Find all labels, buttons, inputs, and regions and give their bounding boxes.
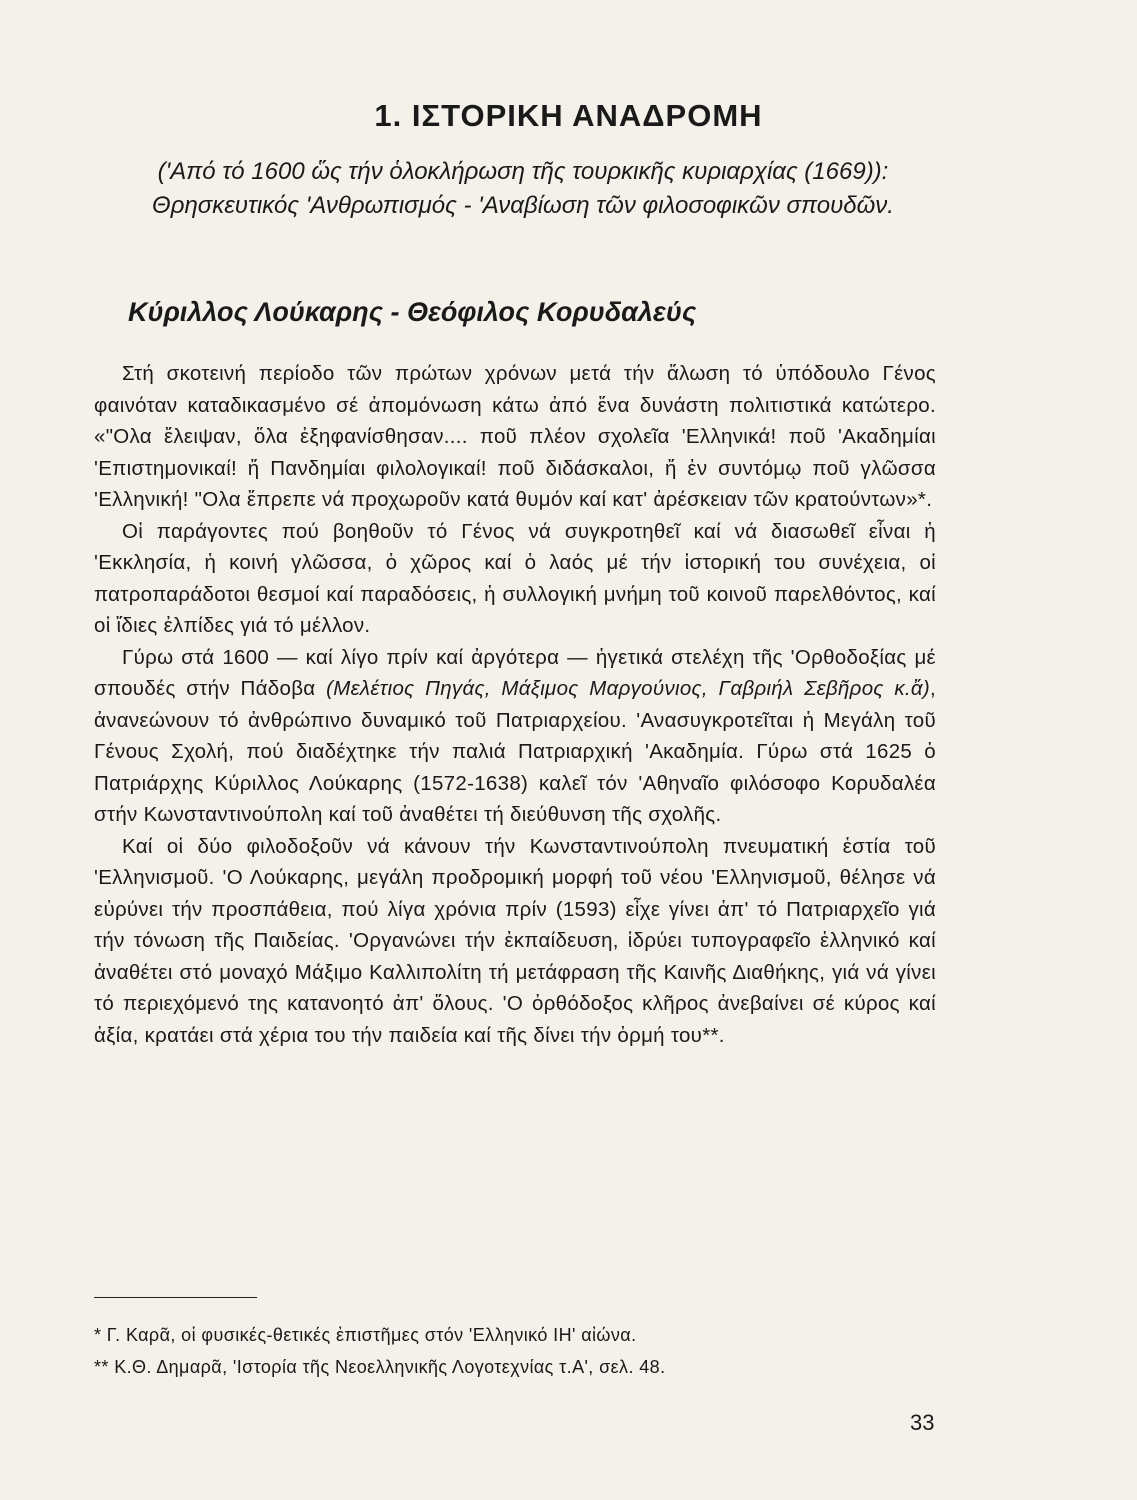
paragraph-3-text-a: Γύρω στά 1600 — καί λίγο πρίν καί ἀργότερα — ἡγετικά στελέχη τῆς 'Ορθοδοξίας μέ σπουδές στήν Πάδοβα [94,645,936,700]
page-number: 33 [910,1410,935,1435]
section-subheading: Κύριλλος Λούκαρης - Θεόφιλος Κορυδαλεύς [128,297,697,327]
footnote-divider [94,1297,257,1298]
paragraph-2: Οἱ παράγοντες πού βοηθοῦν τό Γένος νά συγκροτηθεῖ καί νά διασωθεῖ εἶναι ἡ 'Εκκλησία, ἡ κοινή γλῶσσα, ὁ χῶρος καί ὁ λαός μέ τήν ἱστορική του συνέχεια, οἱ πατροπαράδοτοι θεσμοί καί παραδόσεις, ἡ συλλογική μνήμη τοῦ κοινοῦ παρελθόντος, καί οἱ ἴδιες ἐλπίδες γιά τό μέλλον. [94,519,936,637]
chapter-subtitle: ('Από τό 1600 ὥς τήν ὁλοκλήρωση τῆς τουρκικῆς κυριαρχίας (1669)): Θρησκευτικός 'Ανθρωπισμός - 'Αναβίωση τῶν φιλοσοφικῶν σπουδῶν. [152,158,894,219]
chapter-heading: 1. ΙΣΤΟΡΙΚΗ ΑΝΑΔΡΟΜΗ [374,98,763,133]
paragraph-4: Καί οἱ δύο φιλοδοξοῦν νά κάνουν τήν Κωνσταντινούπολη πνευματική ἑστία τοῦ 'Ελληνισμοῦ. 'Ο Λούκαρης, μεγάλη προδρομική μορφή τοῦ νέου 'Ελληνισμοῦ, θέλησε νά εὐρύνει τήν προσπάθεια, πού λίγα χρόνια πρίν (1593) εἶχε γίνει ἀπ' τό Πατριαρχεῖο γιά τήν τόνωση τῆς Παιδείας. 'Οργανώνει τήν ἐκπαίδευση, ἱδρύει τυπογραφεῖο ἑλληνικό καί ἀναθέτει στό μοναχό Μάξιμο Καλλιπολίτη τή μετάφραση τῆς Καινῆς Διαθήκης, γιά νά γίνει τό περιεχόμενό της κατανοητό ἀπ' ὅλους. 'Ο ὀρθόδοξος κλῆρος ἀνεβαίνει σέ κύρος καί ἀξία, κρατάει στά χέρια του τήν παιδεία καί τῆς δίνει τήν ὁρμή του**. [94,834,936,1047]
footnote-1: * Γ. Καρᾶ, οἱ φυσικές-θετικές ἐπιστῆμες στόν 'Ελληνικό ΙΗ' αἰώνα. [94,1325,637,1345]
paragraph-3-names: (Μελέτιος Πηγάς, Μάξιμος Μαργούνιος, Γαβριήλ Σεβῆρος κ.ἄ) [326,677,930,700]
body-text [94,358,936,1051]
footnote-2: ** Κ.Θ. Δημαρᾶ, 'Ιστορία τῆς Νεοελληνικῆς Λογοτεχνίας τ.Α', σελ. 48. [94,1357,666,1377]
paragraph-3 [94,642,936,831]
paragraph-3-text-b: , ἀνανεώνουν τό ἀνθρώπινο δυναμικό τοῦ Πατριαρχείου. 'Ανασυγκροτεῖται ἡ Μεγάλη τοῦ Γένους Σχολή, πού διαδέχτηκε τήν παλιά Πατριαρχική 'Ακαδημία. Γύρω στά 1625 ὁ Πατριάρχης Κύριλλος Λούκαρης (1572-1638) καλεῖ τόν 'Αθηναῖο φιλόσοφο Κορυδαλέα στήν Κωνσταντινούπολη καί τοῦ ἀναθέτει τή διεύθυνση τῆς σχολῆς. [94,677,936,826]
paragraph-1: Στή σκοτεινή περίοδο τῶν πρώτων χρόνων μετά τήν ἅλωση τό ὑπόδουλο Γένος φαινόταν καταδικασμένο σέ ἀπομόνωση κάτω ἀπό ἕνα δυνάστη πολιτιστικά κατώτερο. «"Ολα ἔλειψαν, ὅλα ἐξηφανίσθησαν.... ποῦ πλέον σχολεῖα 'Ελληνικά! ποῦ 'Ακαδημίαι 'Επιστημονικαί! ἤ Πανδημίαι φιλολογικαί! ποῦ διδάσκαλοι, ἤ ἐν συντόμῳ ποῦ γλῶσσα 'Ελληνική! "Ολα ἔπρεπε νά προχωροῦν κατά θυμόν καί κατ' ἀρέσκειαν τῶν κρατούντων»*. [94,362,936,511]
